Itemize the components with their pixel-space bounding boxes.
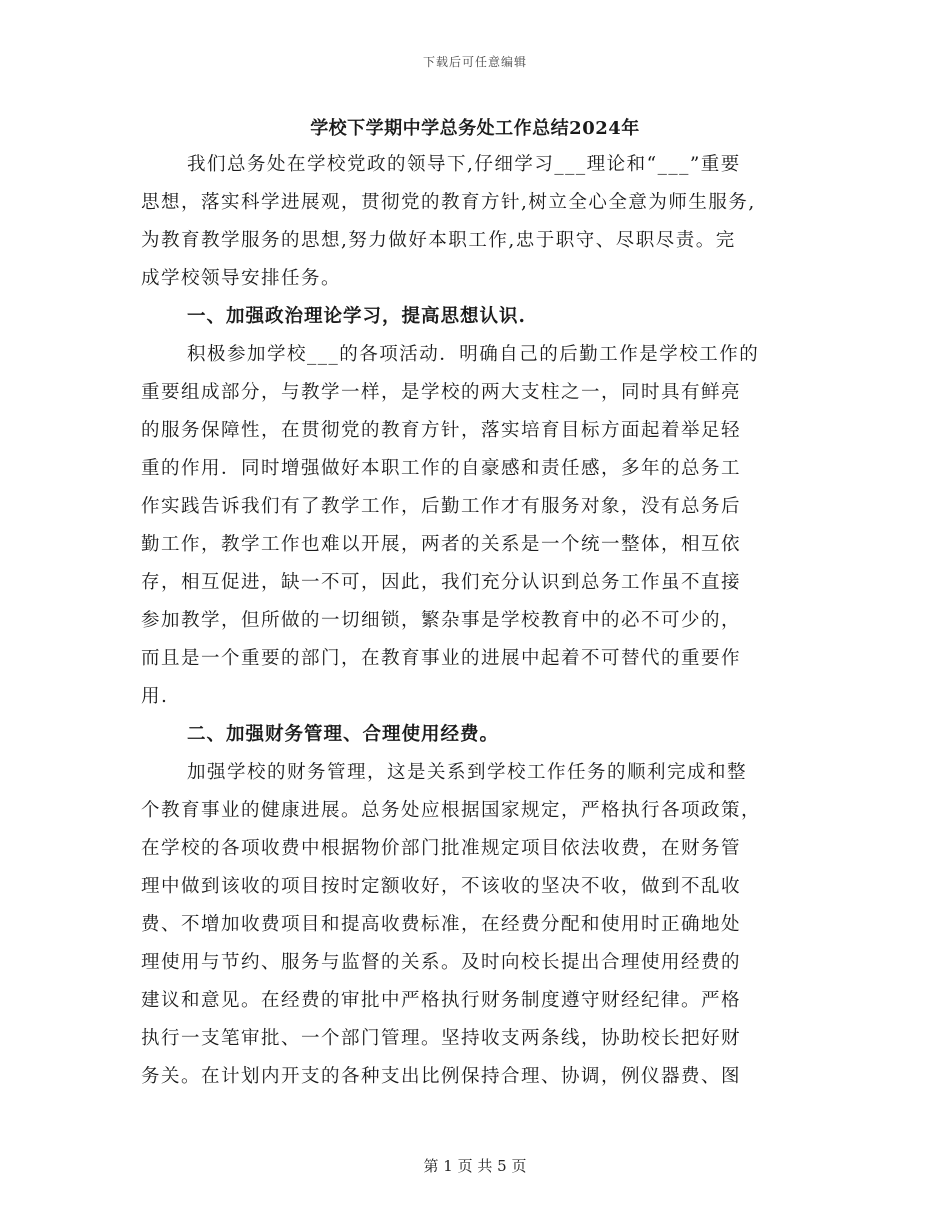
paragraph-line: 我们总务处在学校党政的领导下,仔细学习___理论和“___”重要	[187, 154, 741, 175]
paragraph-line: 建议和意见。在经费的审批中严格执行财务制度遵守财经纪律。严格	[141, 990, 742, 1011]
paragraph-line: 理中做到该收的项目按时定额收好，不该收的坚决不收，做到不乱收	[141, 876, 742, 897]
paragraph-line: 重要组成部分，与教学一样，是学校的两大支柱之一，同时具有鲜亮	[141, 382, 742, 403]
paragraph-line: 重的作用．同时增强做好本职工作的自豪感和责任感，多年的总务工	[141, 458, 742, 479]
page-number: 第 1 页 共 5 页	[423, 1157, 527, 1175]
paragraph-line: 在学校的各项收费中根据物价部门批准规定项目依法收费，在财务管	[141, 838, 742, 859]
page-header-note: 下载后可任意编辑	[422, 55, 527, 69]
paragraph-line: 为教育教学服务的思想,努力做好本职工作,忠于职守、尽职尽责。完	[141, 230, 736, 251]
paragraph-line: 加强学校的财务管理，这是关系到学校工作任务的顺利完成和整	[187, 762, 748, 783]
paragraph-line: 理使用与节约、服务与监督的关系。及时向校长提出合理使用经费的	[141, 952, 742, 973]
paragraph-line: 积极参加学校___的各项活动．明确自己的后勤工作是学校工作的	[187, 344, 760, 365]
section-heading: 一、加强政治理论学习，提高思想认识.	[187, 306, 526, 327]
paragraph-line: 参加教学，但所做的一切细锁，繁杂事是学校教育中的必不可少的，	[141, 610, 742, 631]
paragraph-line: 而且是一个重要的部门，在教育事业的进展中起着不可替代的重要作	[141, 648, 742, 669]
paragraph-line: 勤工作，教学工作也难以开展，两者的关系是一个统一整体，相互依	[141, 534, 742, 555]
document-body	[141, 146, 813, 1096]
paragraph-line: 的服务保障性，在贯彻党的教育方针，落实培育目标方面起着举足轻	[141, 420, 742, 441]
section-heading: 二、加强财务管理、合理使用经费。	[187, 724, 500, 745]
paragraph-line: 费、不增加收费项目和提高收费标准，在经费分配和使用时正确地处	[141, 914, 742, 935]
document-title: 学校下学期中学总务处工作总结2024年	[310, 118, 640, 139]
paragraph-line: 成学校领导安排任务。	[141, 268, 342, 289]
paragraph-line: 务关。在计划内开支的各种支出比例保持合理、协调，例仪器费、图	[141, 1066, 742, 1087]
paragraph-line: 用.	[141, 686, 169, 707]
paragraph-line: 执行一支笔审批、一个部门管理。坚持收支两条线，协助校长把好财	[141, 1028, 742, 1049]
paragraph-line: 个教育事业的健康进展。总务处应根据国家规定，严格执行各项政策，	[141, 800, 762, 821]
paragraph-line: 思想，落实科学进展观，贯彻党的教育方针,树立全心全意为师生服务,	[141, 192, 756, 213]
paragraph-line: 作实践告诉我们有了教学工作，后勤工作才有服务对象，没有总务后	[141, 496, 742, 517]
paragraph-line: 存，相互促进，缺一不可，因此，我们充分认识到总务工作虽不直接	[141, 572, 742, 593]
